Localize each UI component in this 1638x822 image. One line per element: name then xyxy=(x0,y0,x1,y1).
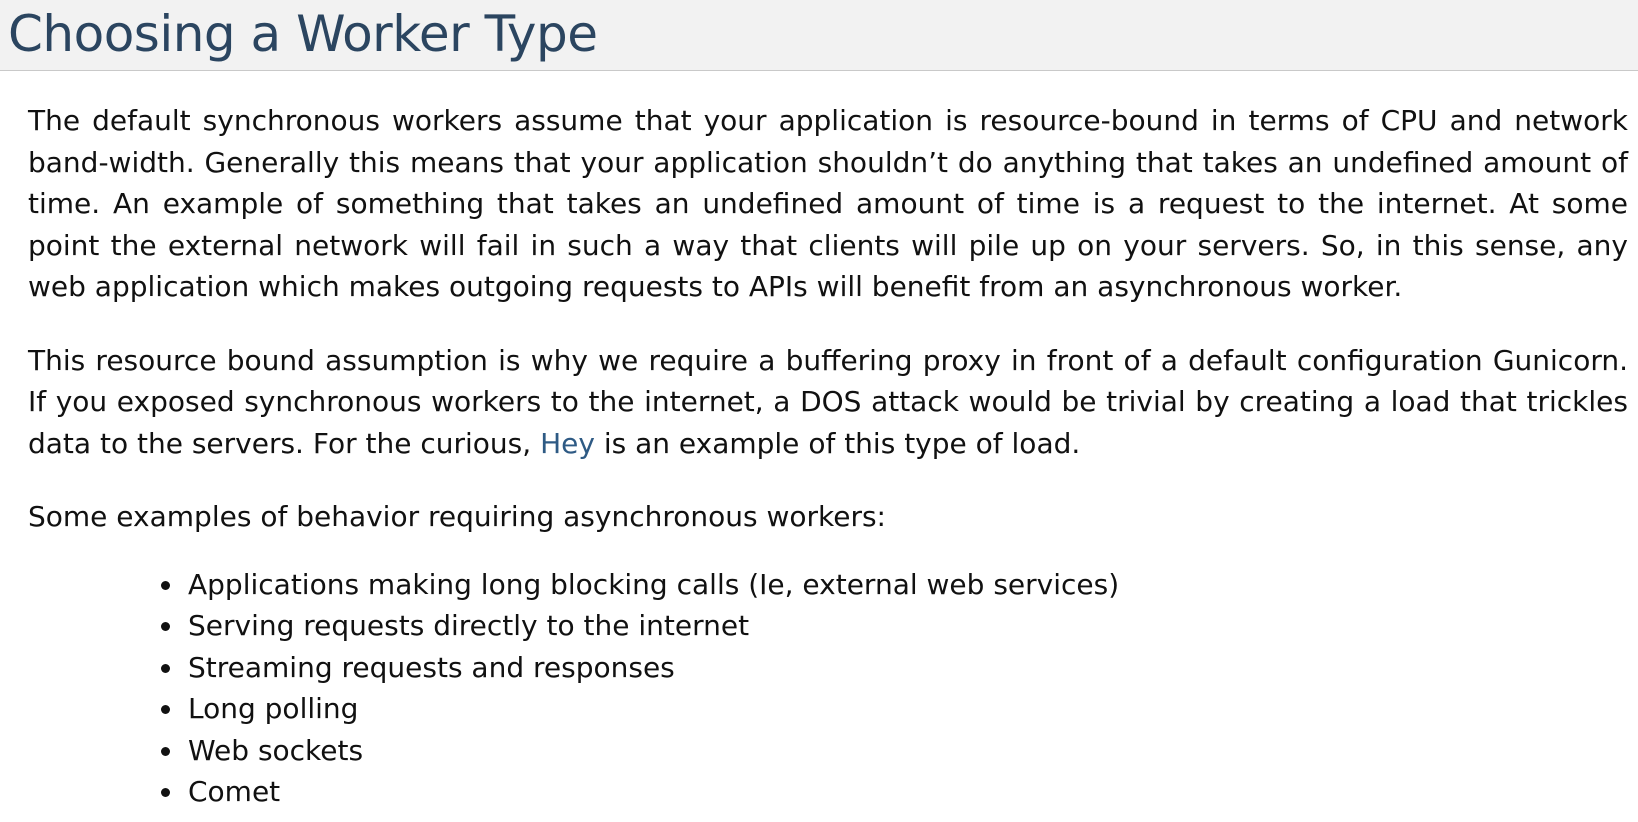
list-item-text: Long polling xyxy=(188,692,359,725)
list-item xyxy=(188,564,1628,606)
list-item xyxy=(188,688,1628,730)
article-body xyxy=(28,100,1628,813)
list-item xyxy=(188,771,1628,813)
bullet-icon xyxy=(161,705,170,714)
paragraph-sync-workers: The default synchronous workers assume that your application is resource-bound in terms of CPU and network band-width. Generally this means that your application shouldn’t do anything that takes an undefined amount of time. An example of something that takes an undefined amount of time is a request to the internet. At some point the external network will fail in such a way that clients will pile up on your servers. So, in this sense, any web application which makes outgoing requests to APIs will benefit from an asynchronous worker. xyxy=(28,104,1628,303)
bullet-icon xyxy=(161,622,170,631)
list-item xyxy=(188,605,1628,647)
list-item-text: Streaming requests and responses xyxy=(188,650,675,684)
list-item-text: Applications making long blocking calls (Ie, external web services) xyxy=(188,567,1120,601)
list-item xyxy=(188,647,1628,689)
paragraph-text: is an example of this type of load. xyxy=(594,426,1081,460)
list-item-text: Comet xyxy=(188,775,281,808)
examples-list xyxy=(28,564,1628,813)
bullet-icon xyxy=(161,747,170,756)
page-title: Choosing a Worker Type xyxy=(8,5,598,63)
paragraph-examples-intro: Some examples of behavior requiring asynchronous workers: xyxy=(28,500,886,533)
paragraph-buffering-proxy xyxy=(28,340,1628,465)
bullet-icon xyxy=(161,664,170,673)
list-item-text: Web sockets xyxy=(188,733,364,767)
bullet-icon xyxy=(161,788,170,797)
list-item-text: Serving requests directly to the internet xyxy=(188,609,750,642)
bullet-icon xyxy=(161,581,170,590)
list-item xyxy=(188,730,1628,772)
paragraph-text: This resource bound assumption is why we require a buffering proxy in front of a default configuration Gunicorn. If you exposed synchronous workers to the internet, a DOS attack would be trivial by creating a load that trickles data to the servers. For the curious, xyxy=(28,343,1628,460)
hey-link[interactable]: Hey xyxy=(540,426,595,460)
page-header xyxy=(0,0,1638,71)
